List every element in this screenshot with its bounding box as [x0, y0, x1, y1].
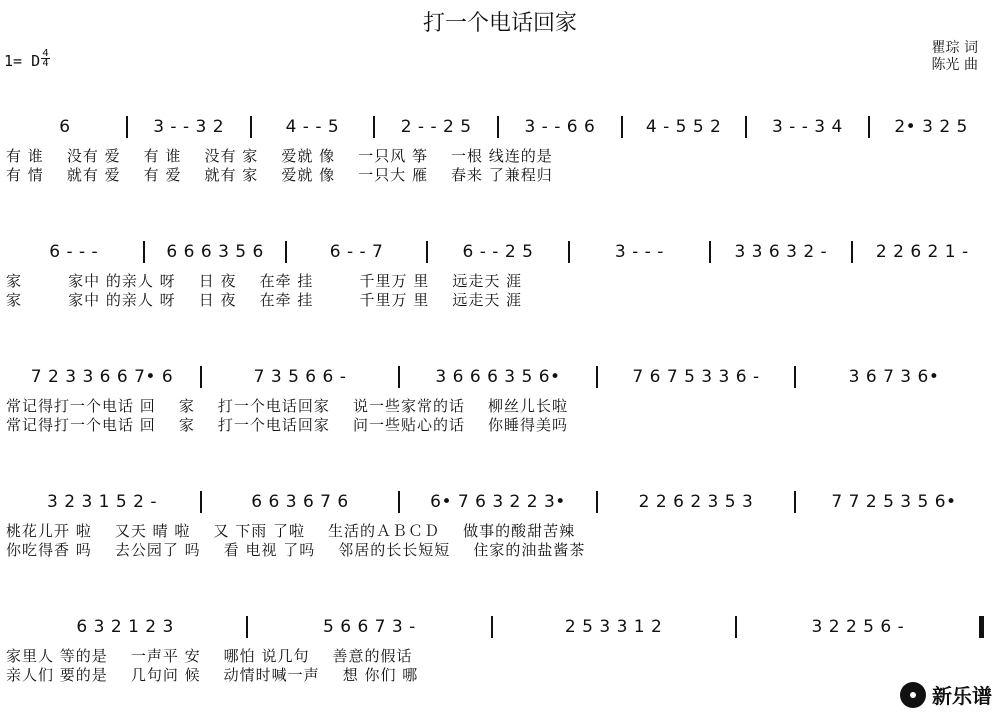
bar-line: [497, 116, 499, 138]
site-logo: [900, 680, 992, 709]
lyric-line-1: 有 谁 没有 爱 有 谁 没有 家 爱就 像 一只风 筝 一根 线连的是: [6, 147, 553, 165]
bar-line: [398, 366, 400, 388]
measure: 3 2 3 1 5 2 -: [47, 492, 157, 512]
bar-line: [709, 241, 711, 263]
measure: 3 - - 3 2: [153, 117, 225, 137]
bar-line: [621, 116, 623, 138]
measure: 3 2 2 5 6 -: [811, 617, 905, 637]
lyric-line-2: 家 家中 的亲人 呀 日 夜 在牵 挂 千里万 里 远走天 涯: [6, 291, 523, 309]
measure: 3 - - 3 4: [771, 117, 843, 137]
bar-line: [200, 366, 202, 388]
measure: 3 6 6 6 3 5 6•: [435, 367, 561, 387]
composer-credit: 陈光 曲: [931, 57, 978, 73]
lyric-line-1: 家 家中 的亲人 呀 日 夜 在牵 挂 千里万 里 远走天 涯: [6, 272, 523, 290]
measure: 3 6 7 3 6•: [848, 367, 940, 387]
score-row-5: [0, 615, 1000, 697]
measure: 6: [59, 117, 71, 137]
bar-line: [126, 116, 128, 138]
key-signature: 1= D: [4, 52, 41, 70]
bar-line: [568, 241, 570, 263]
song-title: 打一个电话回家: [422, 11, 577, 36]
lyric-line-2: 亲人们 要的是 几句问 候 动情时喊一声 想 你们 哪: [6, 666, 419, 684]
measure: 7 3 5 6 6 -: [253, 367, 347, 387]
measure: 7 6 7 5 3 3 6 -: [632, 367, 760, 387]
lyric-line-1: 桃花儿开 啦 又天 晴 啦 又 下雨 了啦 生活的ＡＢＣＤ 做事的酸甜苦辣: [6, 522, 576, 540]
score-row-4: [0, 490, 1000, 572]
notes-line: [8, 115, 988, 139]
measure: 7 7 2 5 3 5 6•: [831, 492, 957, 512]
lyric-line-1: 常记得打一个电话 回 家 打一个电话回家 说一些家常的话 柳丝儿长啦: [6, 397, 569, 415]
credits: [932, 40, 978, 74]
bar-line: [868, 116, 870, 138]
measure: 6 - - 7: [329, 242, 384, 262]
measure: 7 2 3 3 6 6 7• 6: [30, 367, 174, 387]
measure: 6 - - 2 5: [462, 242, 534, 262]
measure: 4 - 5 5 2: [645, 117, 722, 137]
bar-line: [794, 491, 796, 513]
logo-text: 新乐谱: [932, 684, 992, 708]
measure: 6 - - -: [49, 242, 99, 262]
final-bar-line: [979, 616, 984, 638]
time-signature-top: 4: [42, 48, 49, 59]
lyric-line-1: 家里人 等的是 一声平 安 哪怕 说几句 善意的假话: [6, 647, 413, 665]
score-row-1: [0, 115, 1000, 197]
measure: 6 3 2 1 2 3: [76, 617, 174, 637]
measure: 2 2 6 2 3 5 3: [638, 492, 754, 512]
measure: 2 2 6 2 1 -: [875, 242, 969, 262]
measure: 2 - - 2 5: [400, 117, 472, 137]
lyric-line-2: 你吃得香 吗 去公园了 吗 看 电视 了吗 邻居的长长短短 住家的油盐酱茶: [6, 541, 586, 559]
measure: 2 5 3 3 1 2: [564, 617, 663, 637]
notes-line: [8, 490, 988, 514]
bar-line: [250, 116, 252, 138]
lyric-line-2: 常记得打一个电话 回 家 打一个电话回家 问一些贴心的话 你睡得美吗: [6, 416, 569, 434]
notes-line: [8, 365, 988, 389]
measure: 5 6 6 7 3 -: [323, 617, 416, 637]
measure: 3 - - -: [614, 242, 664, 262]
measure: 3 3 6 3 2 -: [734, 242, 828, 262]
bar-line: [596, 491, 598, 513]
measure: 3 - - 6 6: [524, 117, 596, 137]
bar-line: [426, 241, 428, 263]
bar-line: [285, 241, 287, 263]
score-row-2: [0, 240, 1000, 322]
measure: 6• 7 6 3 2 2 3•: [430, 492, 566, 512]
bar-line: [398, 491, 400, 513]
lyric-line-2: 有 情 就有 爱 有 爱 就有 家 爱就 像 一只大 雁 春来 了兼程归: [6, 166, 553, 184]
time-signature: [41, 49, 50, 68]
record-disc-icon: [900, 682, 926, 708]
bar-line: [246, 616, 248, 638]
measure: 2• 3 2 5: [894, 117, 968, 137]
measure: 6 6 3 6 7 6: [251, 492, 349, 512]
score-row-3: [0, 365, 1000, 447]
notes-line: [8, 615, 988, 639]
bar-line: [491, 616, 493, 638]
bar-line: [794, 366, 796, 388]
measure: 6 6 6 3 5 6: [166, 242, 264, 262]
bar-line: [596, 366, 598, 388]
bar-line: [745, 116, 747, 138]
bar-line: [200, 491, 202, 513]
bar-line: [735, 616, 737, 638]
bar-line: [143, 241, 145, 263]
notes-line: [8, 240, 988, 264]
bar-line: [373, 116, 375, 138]
bar-line: [851, 241, 853, 263]
time-signature-bottom: 4: [42, 58, 49, 69]
measure: 4 - - 5: [285, 117, 340, 137]
lyricist-credit: 瞿琮 词: [931, 40, 978, 56]
